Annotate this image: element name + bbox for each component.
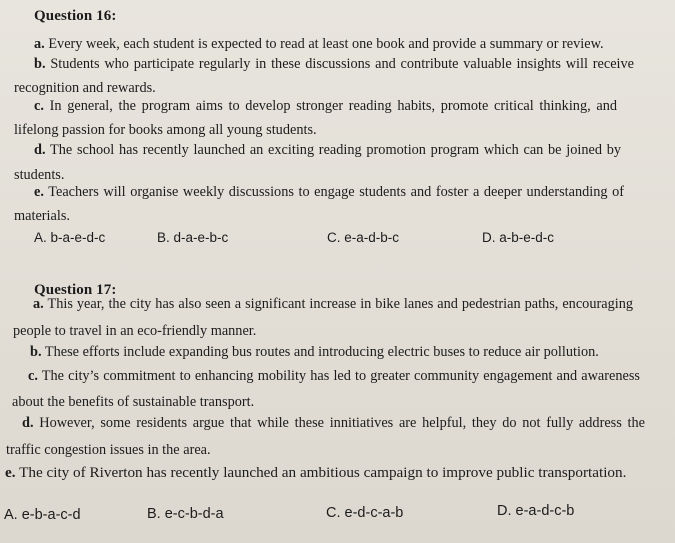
- q17-option-d[interactable]: D. e-a-d-c-b: [497, 503, 575, 519]
- q16-sentence-e: [34, 183, 624, 201]
- q16-sentence-a: [34, 35, 604, 53]
- question-16-title: Question 16:: [34, 8, 117, 24]
- q16-label-a: a.: [34, 36, 45, 52]
- q16-option-d[interactable]: D. a-b-e-d-c: [482, 230, 555, 245]
- q16-label-e: e.: [34, 184, 44, 200]
- q17-text-d-line2: traffic congestion issues in the area.: [6, 442, 211, 458]
- q16-text-b-line1: Students who participate regularly in these discussions and contribute valuable insights will receive: [50, 56, 634, 72]
- q17-sentence-a: [33, 295, 633, 313]
- q16-label-b: b.: [34, 56, 46, 72]
- q16-text-b-line2: recognition and rewards.: [14, 80, 156, 96]
- q16-label-d: d.: [34, 142, 46, 158]
- q16-label-c: c.: [34, 98, 44, 114]
- q17-option-a[interactable]: A. e-b-a-c-d: [4, 507, 81, 523]
- q17-text-b: These efforts include expanding bus routes and introducing electric buses to reduce air pollution.: [44, 344, 599, 360]
- q17-text-c-line2: about the benefits of sustainable transport.: [12, 394, 255, 410]
- q17-text-a-line2: people to travel in an eco-friendly manner.: [13, 323, 257, 339]
- q16-sentence-b: [34, 55, 634, 73]
- q16-sentence-d: [34, 141, 621, 159]
- q16-text-a: Every week, each student is expected to read at least one book and provide a summary or review.: [48, 36, 604, 52]
- q17-text-e: The city of Riverton has recently launched an ambitious campaign to improve public transportation.: [19, 464, 627, 481]
- q16-text-d-line2: students.: [14, 167, 65, 183]
- q17-option-c[interactable]: C. e-d-c-a-b: [326, 505, 404, 521]
- q16-text-c-line2: lifelong passion for books among all young students.: [14, 122, 317, 138]
- q16-option-a[interactable]: A. b-a-e-d-c: [34, 230, 106, 245]
- q17-sentence-e: [5, 464, 626, 482]
- q16-text-c-line1: In general, the program aims to develop stronger reading habits, promote critical thinking, and: [49, 98, 617, 114]
- q16-text-e-line1: Teachers will organise weekly discussions to engage students and foster a deeper understanding of: [48, 184, 624, 200]
- q16-text-e-line2: materials.: [14, 208, 70, 224]
- q17-label-a: a.: [33, 296, 44, 312]
- q16-text-d-line1: The school has recently launched an exciting reading promotion program which can be joined by: [50, 142, 621, 158]
- q17-text-c-line1: The city’s commitment to enhancing mobility has led to greater community engagement and awareness: [41, 368, 640, 384]
- q17-sentence-b: [30, 343, 599, 361]
- q17-text-a-line1: This year, the city has also seen a significant increase in bike lanes and pedestrian paths, encouraging: [47, 296, 633, 312]
- q17-text-d-line1: However, some residents argue that while these innitiatives are helpful, they do not fully address the: [39, 415, 645, 431]
- q17-option-b[interactable]: B. e-c-b-d-a: [147, 506, 224, 522]
- q17-sentence-d: [22, 414, 645, 432]
- q16-sentence-c: [34, 97, 617, 115]
- q17-label-c: c.: [28, 368, 38, 384]
- q17-sentence-c: [28, 367, 640, 385]
- question-17-title: Question 17:: [34, 282, 117, 298]
- q16-option-b[interactable]: B. d-a-e-b-c: [157, 230, 229, 245]
- q16-option-c[interactable]: C. e-a-d-b-c: [327, 230, 400, 245]
- q17-label-d: d.: [22, 415, 34, 431]
- q17-label-b: b.: [30, 344, 42, 360]
- q17-label-e: e.: [5, 464, 16, 481]
